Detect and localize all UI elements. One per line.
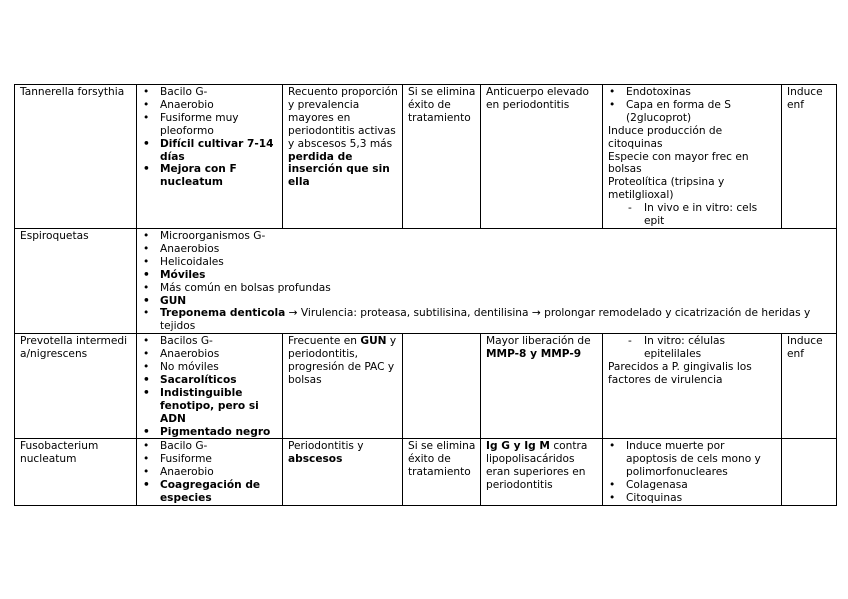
prevalence-cell (283, 85, 403, 229)
list-item: • Anaerobio (142, 99, 278, 112)
table-row (15, 439, 837, 506)
list-item: • Fusiforme muy pleoformo (142, 112, 278, 138)
prevalence-bold: abscesos (288, 453, 343, 466)
species-name: Espiroquetas (15, 228, 137, 333)
list-item: • Endotoxinas (608, 86, 777, 99)
list-item: • Móviles (142, 269, 832, 282)
list-item: • No móviles (142, 361, 278, 374)
list-item: • GUN (142, 295, 832, 308)
immune-bold: Ig G y Ig M (486, 440, 550, 453)
bacteria-table (14, 84, 837, 506)
list-item: • Bacilo G- (142, 86, 278, 99)
list-item: • Citoquinas (608, 492, 777, 505)
immune-text: Mayor liberación de (486, 335, 591, 348)
prevalence-text: Frecuente en (288, 335, 361, 348)
species-name: Tannerella forsythia (15, 85, 137, 229)
table-row (15, 334, 837, 439)
prevalence-text: y periodontitis, progresión de PAC y bolsas (288, 335, 397, 386)
treponema-text: → Virulencia: proteasa, subtilisina, dentilisina → prolongar remodelado y cicatrización de heridas y tejidos (160, 307, 811, 333)
list-item: • Bacilos G- (142, 335, 278, 348)
characteristics-cell (137, 334, 283, 439)
virulence-cell (603, 85, 782, 229)
list-item: • Capa en forma de S (2glucoprot) (608, 99, 777, 125)
species-name: Fusobacterium nucleatum (15, 439, 137, 506)
list-item: • Sacarolíticos (142, 374, 278, 387)
list-item: • Coagregación de especies (142, 479, 278, 505)
characteristics-cell (137, 439, 283, 506)
virulence-cell (603, 439, 782, 506)
effect-cell: Induce enf (782, 334, 837, 439)
list-item: • Anaerobios (142, 348, 278, 361)
list-item: • Helicoidales (142, 256, 832, 269)
immune-cell (481, 439, 603, 506)
virulence-line: Induce producción de citoquinas (608, 124, 723, 150)
prevalence-bold: GUN (360, 335, 387, 348)
immune-cell: Anticuerpo elevado en periodontitis (481, 85, 603, 229)
list-item: • Pigmentado negro (142, 426, 278, 439)
effect-cell: Induce enf (782, 85, 837, 229)
treponema-label: Treponema denticola (160, 307, 286, 320)
immune-cell (481, 334, 603, 439)
virulence-cell (603, 334, 782, 439)
treatment-cell (403, 334, 481, 439)
prevalence-cell (283, 334, 403, 439)
list-item: • Microorganismos G- (142, 230, 832, 243)
prevalence-text: Periodontitis y (288, 440, 364, 453)
list-item: • Induce muerte por apoptosis de cels mono y polimorfonucleares (608, 440, 777, 479)
list-item: • Bacilo G- (142, 440, 278, 453)
prevalence-bold: perdida de inserción que sin ella (288, 150, 390, 189)
virulence-line: Especie con mayor frec en bolsas (608, 150, 749, 176)
virulence-line: Proteolítica (tripsina y metilglioxal) (608, 176, 725, 202)
treatment-cell: Si se elimina éxito de tratamiento (403, 439, 481, 506)
spirochete-details-cell (137, 228, 837, 333)
virulence-line: Parecidos a P. gingivalis los factores de virulencia (608, 361, 752, 386)
species-name: Prevotella intermedia/nigrescens (15, 334, 137, 439)
list-item: • Anaerobio (142, 466, 278, 479)
treatment-cell: Si se elimina éxito de tratamiento (403, 85, 481, 229)
immune-text: contra lipopolisacáridos eran superiores en periodontitis (486, 440, 588, 492)
list-item: - In vivo e in vitro: cels epit (608, 202, 777, 228)
characteristics-cell (137, 85, 283, 229)
immune-bold: MMP-8 y MMP-9 (486, 348, 582, 361)
list-item: - In vitro: células epitelilales (608, 335, 777, 361)
prevalence-text: Recuento proporción y prevalencia mayores en periodontitis activas y abscesos 5,3 más (288, 86, 398, 150)
table-row (15, 228, 837, 333)
list-item: • Mejora con F nucleatum (142, 163, 278, 189)
list-item: • Anaerobios (142, 243, 832, 256)
list-item: • Difícil cultivar 7-14 días (142, 138, 278, 164)
list-item: • Más común en bolsas profundas (142, 282, 832, 295)
list-item (142, 307, 832, 333)
effect-cell (782, 439, 837, 506)
table-row (15, 85, 837, 229)
list-item: • Colagenasa (608, 479, 777, 492)
prevalence-cell (283, 439, 403, 506)
list-item: • Indistinguible fenotipo, pero si ADN (142, 387, 278, 426)
list-item: • Fusiforme (142, 453, 278, 466)
